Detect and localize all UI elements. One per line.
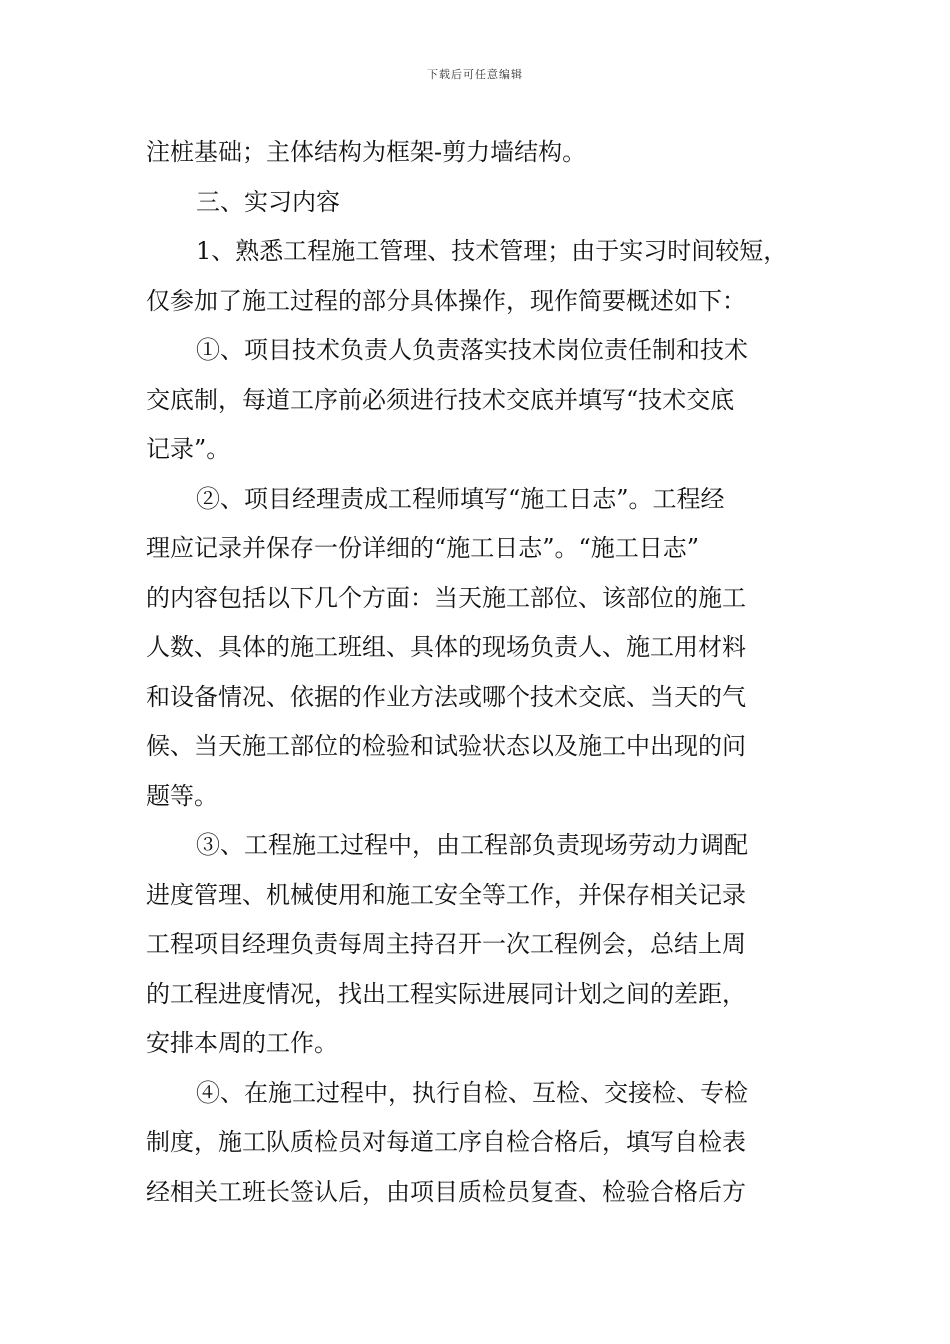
page-header: 下载后可任意编辑	[427, 68, 523, 81]
text-line: 和设备情况、依据的作业方法或哪个技术交底、当天的气	[146, 682, 746, 711]
text-line: 工程项目经理负责每周主持召开一次工程例会，总结上周	[146, 930, 746, 958]
text-line: ④、在施工过程中，执行自检、互检、交接检、专检	[196, 1078, 748, 1107]
text-line: 人数、具体的施工班组、具体的现场负责人、施工用材料	[146, 633, 746, 661]
text-line: 记录”。	[146, 435, 231, 463]
text-line: 制度，施工队质检员对每道工序自检合格后，填写自检表	[146, 1128, 746, 1156]
text-line: 注桩基础；主体结构为框架-剪力墙结构。	[146, 138, 587, 166]
text-line: 的内容包括以下几个方面：当天施工部位、该部位的施工	[146, 583, 746, 612]
section-heading: 三、实习内容	[196, 187, 340, 216]
text-line: 交底制，每道工序前必须进行技术交底并填写“技术交底	[146, 385, 735, 414]
text-line: ②、项目经理责成工程师填写“施工日志”。工程经	[196, 484, 725, 513]
text-line: ③、工程施工过程中，由工程部负责现场劳动力调配	[196, 831, 748, 859]
text-line: 1、熟悉工程施工管理、技术管理；由于实习时间较短，	[196, 237, 788, 265]
text-line: 理应记录并保存一份详细的“施工日志”。“施工日志”	[146, 534, 700, 562]
text-line: ①、项目技术负责人负责落实技术岗位责任制和技术	[196, 336, 748, 364]
text-line: 经相关工班长签认后，由项目质检员复查、检验合格后方	[146, 1177, 746, 1206]
text-line: 仅参加了施工过程的部分具体操作，现作简要概述如下：	[146, 286, 746, 315]
text-line: 的工程进度情况，找出工程实际进展同计划之间的差距，	[146, 979, 746, 1008]
text-line: 候、当天施工部位的检验和试验状态以及施工中出现的问	[146, 732, 746, 760]
document-body	[146, 128, 814, 1217]
text-line: 进度管理、机械使用和施工安全等工作，并保存相关记录	[146, 880, 746, 909]
text-line: 题等。	[146, 781, 218, 810]
text-line: 安排本周的工作。	[146, 1029, 338, 1057]
